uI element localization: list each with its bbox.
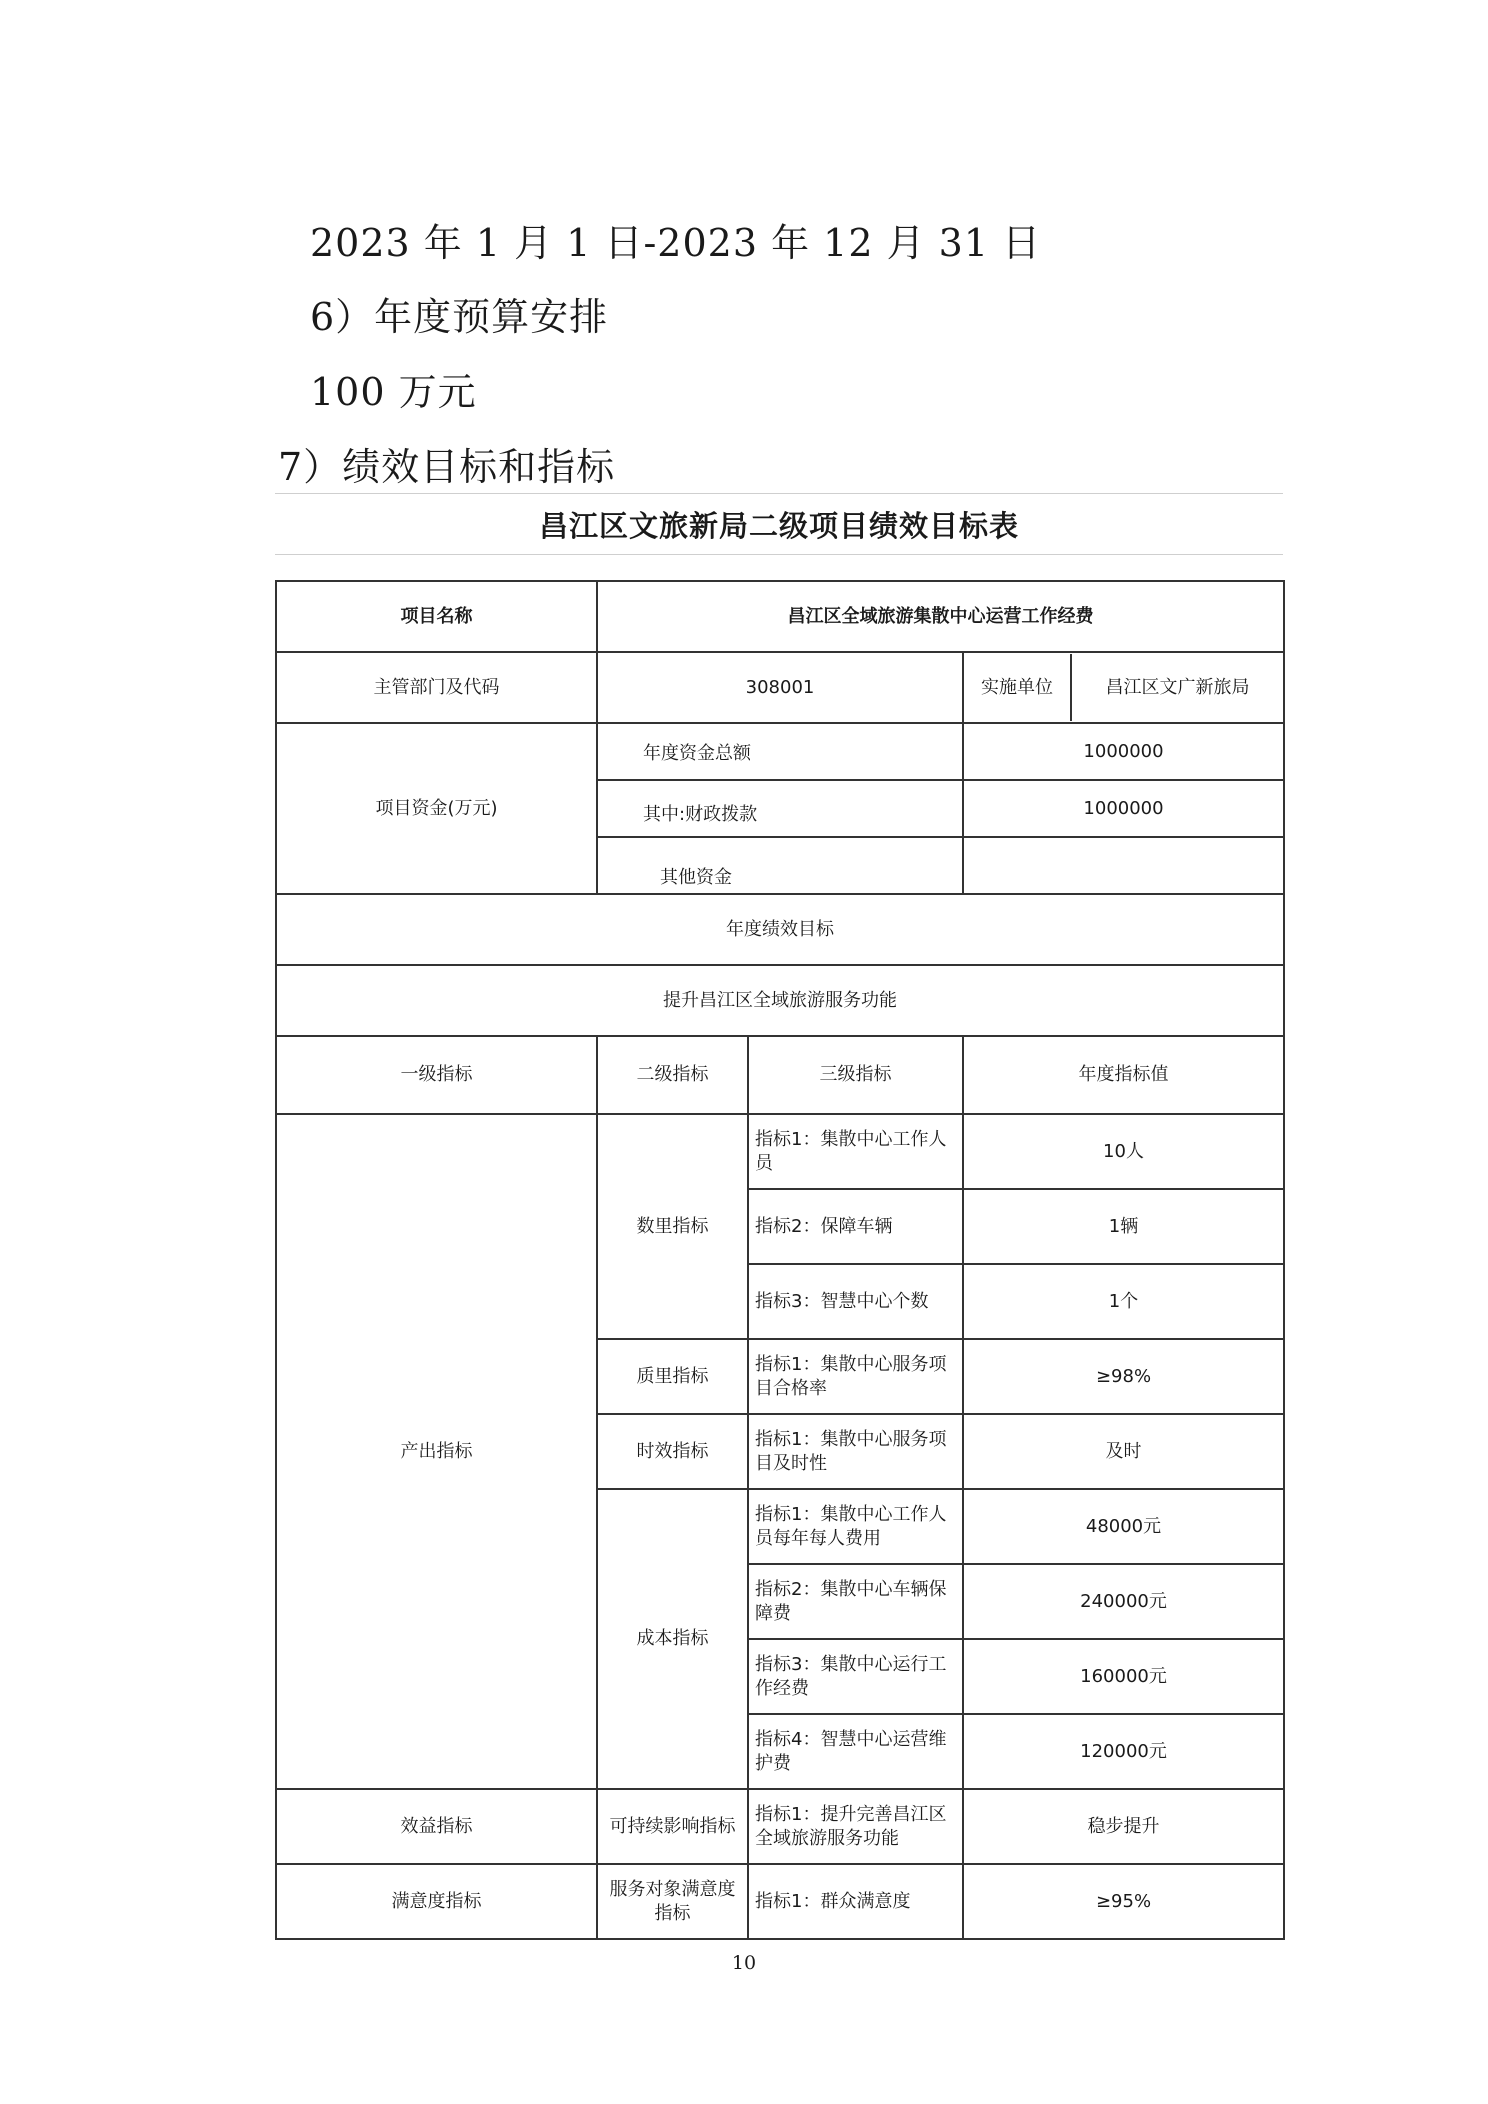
annual-goal-label: 年度绩效目标 — [276, 894, 1284, 965]
fiscal-label: 其中:财政拨款 — [643, 804, 758, 825]
performance-table — [275, 580, 1285, 1940]
indicator-cell: 指标1：提升完善昌江区全域旅游服务功能 — [748, 1789, 963, 1864]
indicator-cell: 指标2：保障车辆 — [748, 1189, 963, 1264]
group-quantity: 数里指标 — [597, 1114, 748, 1339]
value-cell: 120000元 — [963, 1714, 1284, 1789]
annual-total-label: 年度资金总额 — [643, 743, 751, 764]
value-cell: ≥98% — [963, 1339, 1284, 1414]
annual-goal: 提升昌江区全域旅游服务功能 — [276, 965, 1284, 1036]
value-cell: 240000元 — [963, 1564, 1284, 1639]
header-level3: 三级指标 — [748, 1036, 963, 1114]
value-cell: ≥95% — [963, 1864, 1284, 1939]
indicator-cell: 指标3：集散中心运行工作经费 — [748, 1639, 963, 1714]
other-label: 其他资金 — [660, 867, 732, 888]
indicator-cell: 指标1：群众满意度 — [748, 1864, 963, 1939]
group-quality: 质里指标 — [597, 1339, 748, 1414]
table-title: 昌江区文旅新局二级项目绩效目标表 — [538, 508, 1019, 543]
group-cost: 成本指标 — [597, 1489, 748, 1789]
funds-label: 项目资金(万元) — [276, 723, 597, 894]
header-level2: 二级指标 — [597, 1036, 748, 1114]
value-cell: 160000元 — [963, 1639, 1284, 1714]
table-title-box — [275, 493, 1283, 555]
dept-code: 308001 — [597, 652, 963, 723]
group-benefit: 效益指标 — [276, 1789, 597, 1864]
indicator-cell: 指标3：智慧中心个数 — [748, 1264, 963, 1339]
indicator-cell: 指标1：集散中心工作人员 — [748, 1114, 963, 1189]
header-value: 年度指标值 — [963, 1036, 1284, 1114]
page-number: 10 — [731, 1952, 757, 1974]
budget-value: 100 万元 — [310, 370, 477, 414]
header-level1: 一级指标 — [276, 1036, 597, 1114]
impl-unit: 昌江区文广新旅局 — [1105, 676, 1250, 698]
value-cell: 及时 — [963, 1414, 1284, 1489]
group-sustain: 可持续影响指标 — [597, 1789, 748, 1864]
project-name: 昌江区全域旅游集散中心运营工作经费 — [597, 581, 1284, 652]
period-text: 2023 年 1 月 1 日-2023 年 12 月 31 日 — [310, 221, 1042, 265]
indicator-cell: 指标1：集散中心服务项目合格率 — [748, 1339, 963, 1414]
goals-heading: 7）绩效目标和指标 — [278, 445, 616, 489]
indicator-cell: 指标1：集散中心服务项目及时性 — [748, 1414, 963, 1489]
dept-label: 主管部门及代码 — [276, 652, 597, 723]
group-output: 产出指标 — [276, 1114, 597, 1789]
value-cell: 1个 — [963, 1264, 1284, 1339]
fiscal: 1000000 — [963, 780, 1284, 837]
annual-total-label-wrap — [643, 723, 963, 780]
indicator-cell: 指标2：集散中心车辆保障费 — [748, 1564, 963, 1639]
group-timeliness: 时效指标 — [597, 1414, 748, 1489]
other — [963, 837, 1284, 894]
value-cell: 48000元 — [963, 1489, 1284, 1564]
impl-label: 实施单位 — [964, 654, 1072, 721]
fiscal-label-wrap — [643, 780, 963, 837]
indicator-cell: 指标4：智慧中心运营维护费 — [748, 1714, 963, 1789]
other-label-wrap — [660, 837, 963, 894]
annual-total: 1000000 — [963, 723, 1284, 780]
value-cell: 10人 — [963, 1114, 1284, 1189]
value-cell: 1辆 — [963, 1189, 1284, 1264]
budget-heading: 6）年度预算安排 — [310, 295, 609, 339]
group-service-satisfaction: 服务对象满意度指标 — [597, 1864, 748, 1939]
project-name-label: 项目名称 — [276, 581, 597, 652]
group-satisfaction: 满意度指标 — [276, 1864, 597, 1939]
indicator-cell: 指标1：集散中心工作人员每年每人费用 — [748, 1489, 963, 1564]
value-cell: 稳步提升 — [963, 1789, 1284, 1864]
